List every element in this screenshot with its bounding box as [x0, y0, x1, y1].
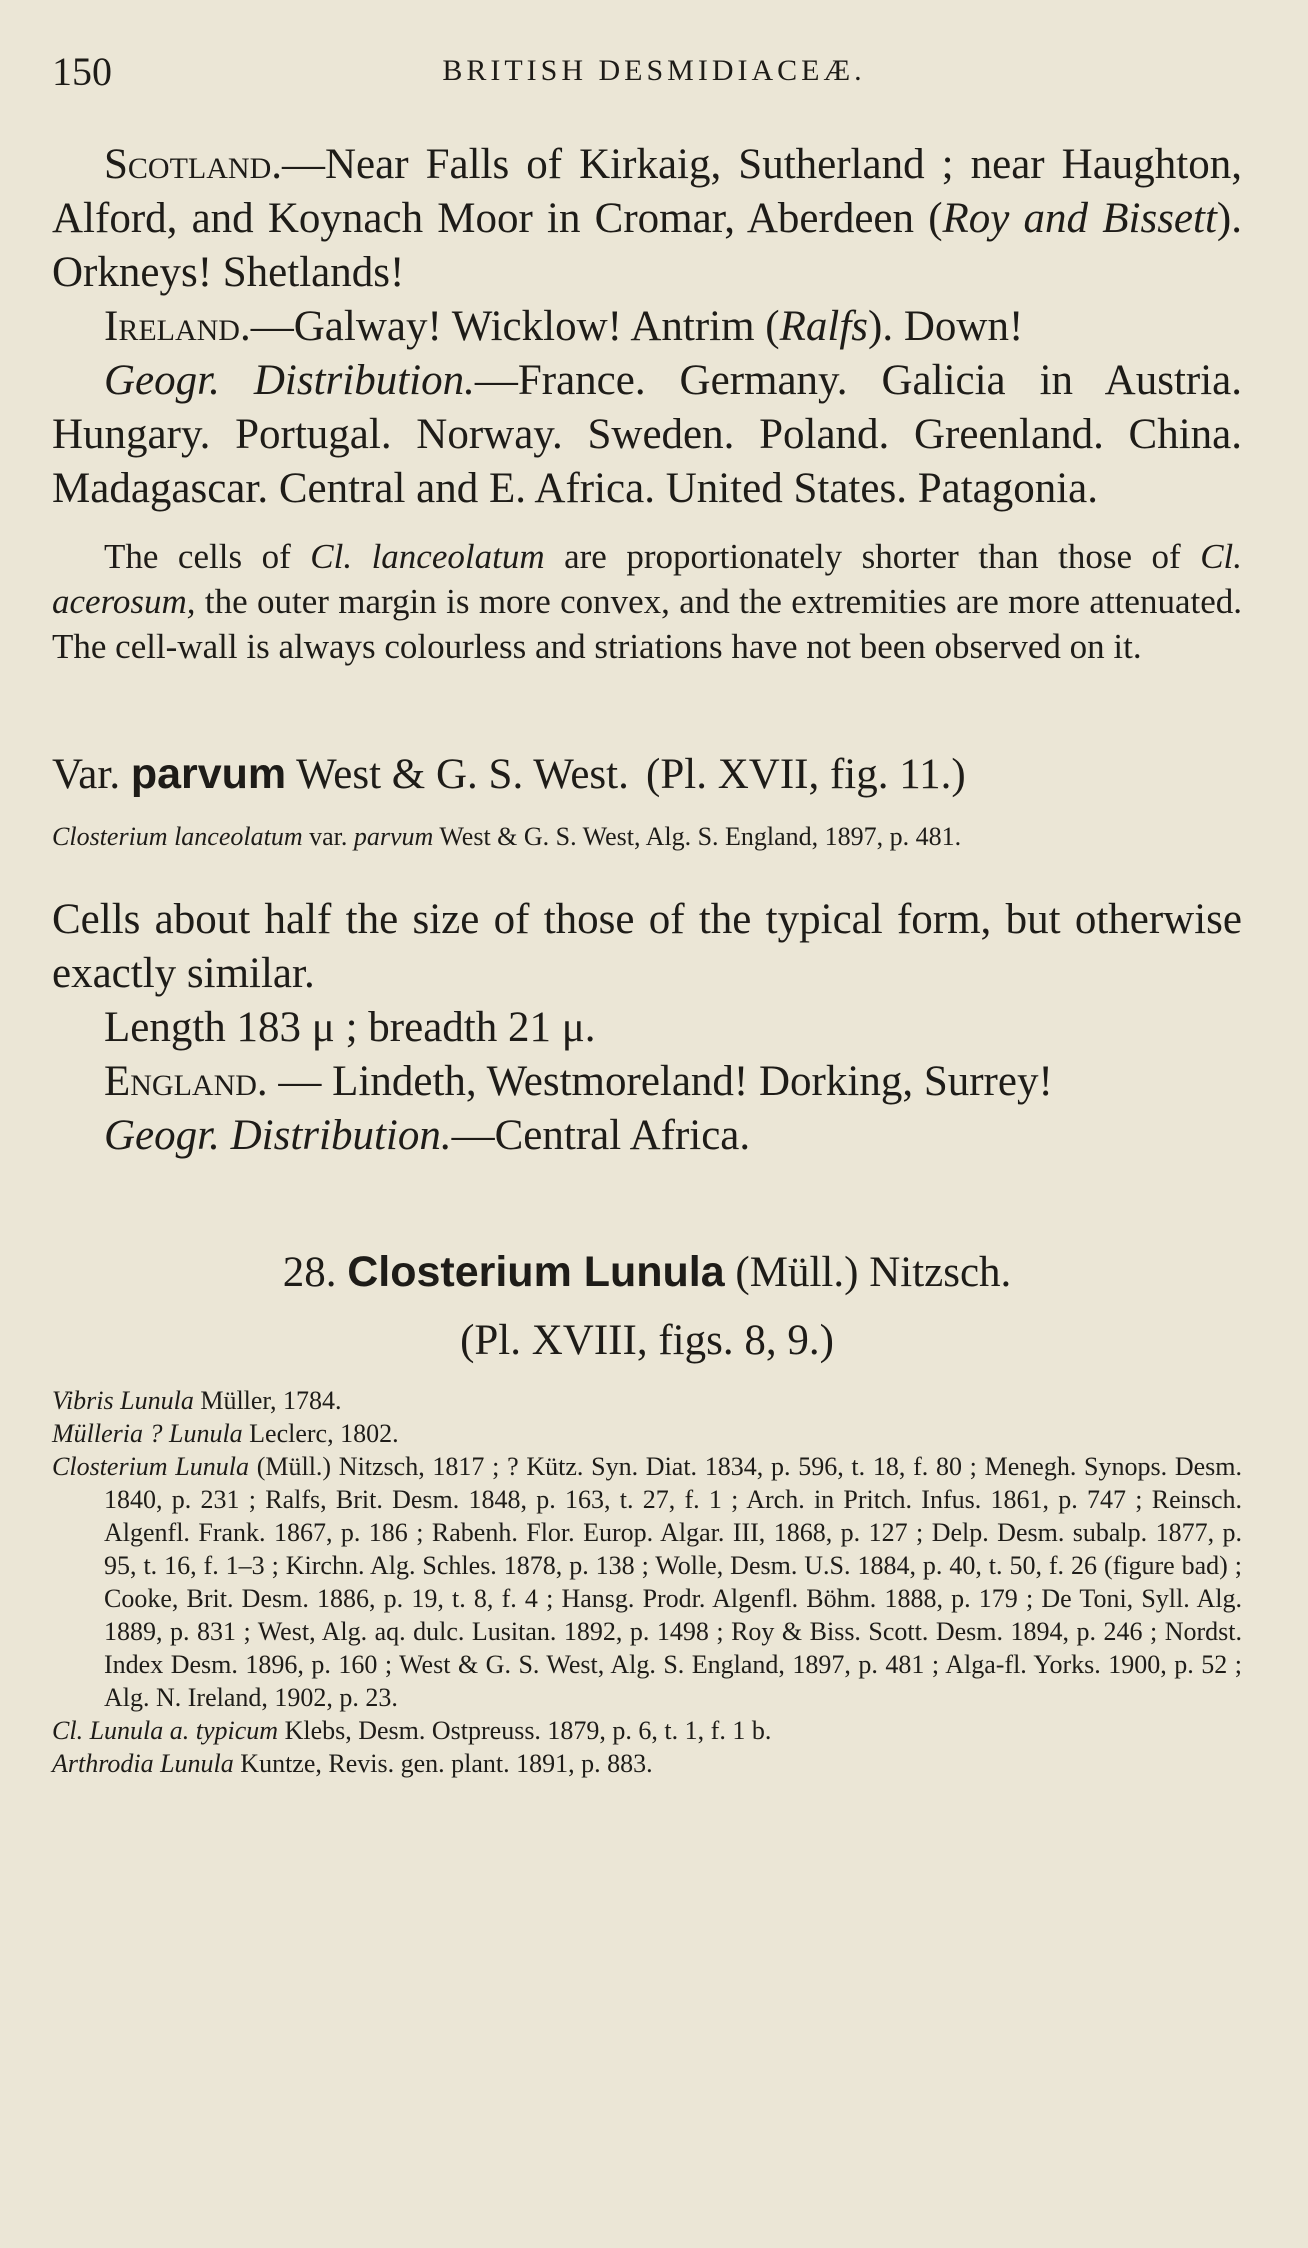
synonym-name: Closterium Lunula	[52, 1452, 249, 1481]
species-note	[52, 534, 1242, 669]
distribution-scotland	[52, 138, 1242, 300]
synonym-text: var.	[302, 822, 354, 851]
authority-citation: Roy and Bissett	[942, 195, 1217, 242]
species-number: 28.	[282, 1249, 337, 1296]
species-name: Cl. lanceolatum	[310, 537, 545, 576]
variety-geographic-distribution	[52, 1109, 1242, 1163]
variety-heading	[52, 747, 1242, 802]
synonym-list	[52, 1384, 1242, 1780]
geogr-text: —France. Germany. Galicia in Austria. Hungary. Portugal. Norway. Sweden. Poland. Greenland. China. Madagascar. Central and E. Africa. United States. Patagonia.	[52, 357, 1242, 512]
geogr-label: Geogr. Distribution.	[104, 1112, 452, 1159]
region-label: Ireland.	[104, 303, 251, 350]
geogr-text: —Central Africa.	[451, 1112, 751, 1159]
synonym-entry	[52, 1417, 1242, 1450]
plate-reference: (Pl. XVII, fig. 11.)	[646, 751, 966, 798]
species-name: Cl. acerosum,	[52, 537, 1243, 621]
synonym-name: parvum	[353, 822, 434, 851]
running-title: BRITISH DESMIDIACEÆ.	[442, 54, 866, 87]
geogr-label: Geogr. Distribution.	[104, 357, 475, 404]
synonym-entry	[52, 1714, 1242, 1747]
variety-description: Cells about half the size of those of the typical form, but otherwise exactly similar.	[52, 896, 1242, 997]
species-name: Closterium Lunula	[347, 1248, 725, 1296]
region-text: —Galway! Wicklow! Antrim (	[250, 303, 780, 350]
variety-measurements: Length 183 μ ; breadth 21 μ.	[104, 1004, 596, 1051]
synonym-citation: West & G. S. West, Alg. S. England, 1897, p. 481.	[433, 822, 962, 851]
geographic-distribution	[52, 354, 1242, 516]
region-text-end: ). Down!	[868, 303, 1024, 350]
page-body	[52, 138, 1242, 1780]
synonym-entry	[52, 1384, 1242, 1417]
synonym-citation: Müller, 1784.	[193, 1386, 342, 1415]
synonym-name: Cl. Lunula a. typicum	[52, 1716, 279, 1745]
note-text: are proportionately shorter than those of	[544, 537, 1201, 576]
synonym-name: Mülleria ? Lunula	[52, 1419, 243, 1448]
distribution-england	[52, 1055, 1242, 1109]
species-plate-reference: (Pl. XVIII, figs. 8, 9.)	[460, 1317, 834, 1364]
variety-authority: West & G. S. West.	[286, 751, 629, 798]
synonym-citation: Leclerc, 1802.	[242, 1419, 399, 1448]
region-text: —Near Falls of Kirkaig, Sutherland ; near Haughton, Alford, and Koynach Moor in Cromar, Aberdeen (	[52, 141, 1242, 242]
species-heading	[52, 1245, 1242, 1300]
page-number: 150	[52, 49, 112, 94]
synonym-name: Arthrodia Lunula	[52, 1749, 234, 1778]
region-text-end: ). Orkneys! Shetlands!	[52, 195, 1242, 296]
region-label: Scotland.	[104, 141, 282, 188]
note-text: the outer margin is more convex, and the extremities are more attenuated. The cell-wall is always colourless and striations have not been observed on it.	[52, 582, 1242, 666]
variety-name: parvum	[130, 750, 287, 798]
synonym-name: Closterium lanceolatum	[52, 822, 303, 851]
region-label: England.	[104, 1058, 268, 1105]
running-header	[52, 48, 1256, 98]
synonym-citation: Kuntze, Revis. gen. plant. 1891, p. 883.	[233, 1749, 653, 1778]
note-text: The cells of	[104, 537, 311, 576]
synonym-name: Vibris Lunula	[52, 1386, 194, 1415]
authority-citation: Ralfs	[779, 303, 869, 350]
synonym-citation: (Müll.) Nitzsch, 1817 ; ? Kütz. Syn. Diat. 1834, p. 596, t. 18, f. 80 ; Menegh. Synops. Desm. 1840, p. 231 ; Ralfs, Brit. Desm. 1848, p. 163, t. 27, f. 1 ; Arch. in Pritch. Infus. 1861, p. 747 ; Reinsch. Algenfl. Frank. 1867, p. 186 ; Rabenh. Flor. Europ. Algar. III, 1868, p. 127 ; Delp. Desm. subalp. 1877, p. 95, t. 16, f. 1–3 ; Kirchn. Alg. Schles. 1878, p. 138 ; Wolle, Desm. U.S. 1884, p. 40, t. 50, f. 26 (figure bad) ; Cooke, Brit. Desm. 1886, p. 19, t. 8, f. 4 ; Hansg. Prodr. Algenfl. Böhm. 1888, p. 179 ; De Toni, Syll. Alg. 1889, p. 831 ; West, Alg. aq. dulc. Lusitan. 1892, p. 1498 ; Roy & Biss. Scott. Desm. 1894, p. 246 ; Nordst. Index Desm. 1896, p. 160 ; West & G. S. West, Alg. S. England, 1897, p. 481 ; Alga-fl. Yorks. 1900, p. 52 ; Alg. N. Ireland, 1902, p. 23.	[104, 1452, 1242, 1712]
variety-prefix: Var.	[52, 751, 131, 798]
synonym-citation: Klebs, Desm. Ostpreuss. 1879, p. 6, t. 1, f. 1 b.	[278, 1716, 772, 1745]
synonym-entry	[52, 1450, 1242, 1714]
synonym-entry	[52, 1747, 1242, 1780]
region-text: — Lindeth, Westmoreland! Dorking, Surrey!	[267, 1058, 1053, 1105]
species-authority: (Müll.) Nitzsch.	[724, 1249, 1012, 1296]
variety-synonym	[52, 820, 1242, 853]
distribution-ireland	[52, 300, 1242, 354]
